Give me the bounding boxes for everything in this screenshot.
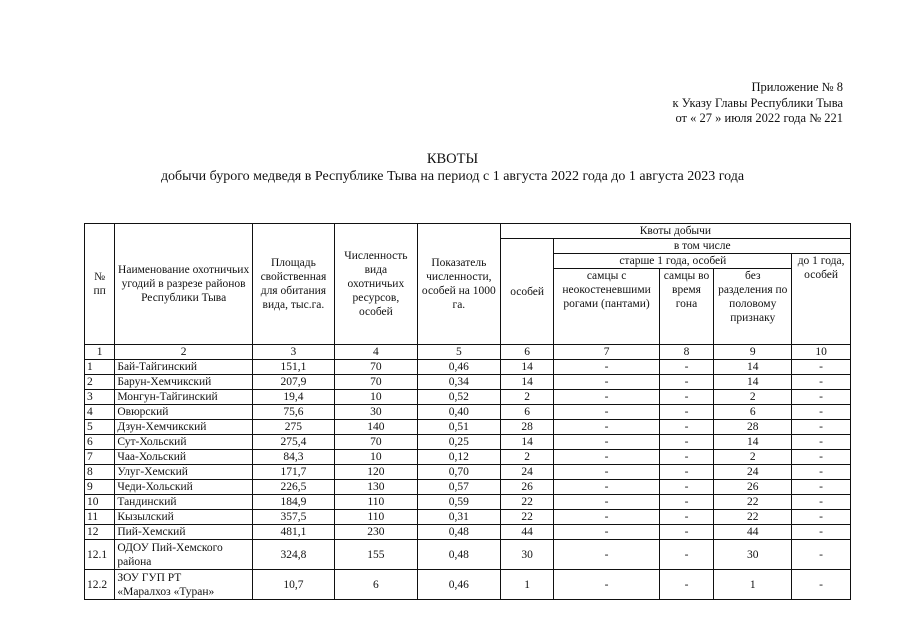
district-name: Сут-Хольский (115, 435, 253, 450)
quota-males-antlers: - (554, 390, 659, 405)
quota-males-antlers: - (554, 465, 659, 480)
header-quota-group: Квоты добычи (500, 224, 850, 239)
header-including: в том числе (554, 239, 851, 254)
quota-males-rut: - (659, 540, 714, 570)
quota-males-rut: - (659, 510, 714, 525)
row-number: 4 (85, 405, 115, 420)
quota-males-rut: - (659, 420, 714, 435)
quota-under1: - (792, 405, 851, 420)
quota-under1: - (792, 390, 851, 405)
quota-males-rut: - (659, 375, 714, 390)
district-name: Чеди-Хольский (115, 480, 253, 495)
density-value: 0,34 (417, 375, 500, 390)
quota-males-antlers: - (554, 405, 659, 420)
quota-no-sex: 28 (714, 420, 792, 435)
row-number: 12.2 (85, 570, 115, 600)
quota-total: 26 (500, 480, 554, 495)
quota-under1: - (792, 510, 851, 525)
header-name: Наименование охотничьих угодий в разрезе районов Республики Тыва (115, 224, 253, 345)
quota-total: 2 (500, 450, 554, 465)
column-number: 3 (252, 345, 334, 360)
header-no-sex: без разделения по половому признаку (714, 269, 792, 345)
district-name: Чаа-Хольский (115, 450, 253, 465)
district-name: Дзун-Хемчикский (115, 420, 253, 435)
population-value: 6 (334, 570, 417, 600)
row-number: 11 (85, 510, 115, 525)
quota-males-antlers: - (554, 435, 659, 450)
table-row (85, 435, 851, 450)
quota-total: 2 (500, 390, 554, 405)
quota-males-rut: - (659, 405, 714, 420)
quota-total: 6 (500, 405, 554, 420)
title-subtitle: добычи бурого медведя в Республике Тыва на период с 1 августа 2022 года до 1 августа 2023 года (160, 169, 745, 184)
column-number: 7 (554, 345, 659, 360)
population-value: 110 (334, 495, 417, 510)
quota-males-antlers: - (554, 450, 659, 465)
population-value: 10 (334, 450, 417, 465)
column-number: 2 (115, 345, 253, 360)
quota-males-antlers: - (554, 420, 659, 435)
quota-table (84, 223, 851, 600)
header-under1: до 1 года, особей (792, 254, 851, 345)
population-value: 155 (334, 540, 417, 570)
title-main: КВОТЫ (426, 151, 479, 167)
document-title (0, 150, 905, 186)
column-number: 4 (334, 345, 417, 360)
population-value: 70 (334, 435, 417, 450)
district-name-line: «Маралхоз «Туран» (117, 585, 215, 598)
density-value: 0,25 (417, 435, 500, 450)
area-value: 275,4 (252, 435, 334, 450)
population-value: 130 (334, 480, 417, 495)
quota-total: 28 (500, 420, 554, 435)
district-name: Тандинский (115, 495, 253, 510)
population-value: 30 (334, 405, 417, 420)
density-value: 0,48 (417, 540, 500, 570)
table-row (85, 540, 851, 570)
table-row (85, 510, 851, 525)
quota-no-sex: 22 (714, 495, 792, 510)
area-value: 481,1 (252, 525, 334, 540)
column-number: 10 (792, 345, 851, 360)
quota-males-rut: - (659, 435, 714, 450)
row-number: 5 (85, 420, 115, 435)
column-number: 9 (714, 345, 792, 360)
quota-males-antlers: - (554, 510, 659, 525)
area-value: 324,8 (252, 540, 334, 570)
quota-under1: - (792, 375, 851, 390)
table-row (85, 480, 851, 495)
column-number: 6 (500, 345, 554, 360)
row-number: 6 (85, 435, 115, 450)
district-name: Барун-Хемчикский (115, 375, 253, 390)
quota-no-sex: 26 (714, 480, 792, 495)
quota-males-antlers: - (554, 480, 659, 495)
row-number: 1 (85, 360, 115, 375)
quota-males-rut: - (659, 465, 714, 480)
district-name-line: ЗОУ ГУП РТ (117, 571, 182, 584)
row-number: 12.1 (85, 540, 115, 570)
density-value: 0,40 (417, 405, 500, 420)
quota-total: 24 (500, 465, 554, 480)
population-value: 120 (334, 465, 417, 480)
header-density: Показатель численности, особей на 1000 га. (417, 224, 500, 345)
area-value: 10,7 (252, 570, 334, 600)
density-value: 0,46 (417, 360, 500, 375)
population-value: 70 (334, 375, 417, 390)
quota-males-rut: - (659, 450, 714, 465)
area-value: 171,7 (252, 465, 334, 480)
density-value: 0,51 (417, 420, 500, 435)
column-number: 8 (659, 345, 714, 360)
row-number: 12 (85, 525, 115, 540)
quota-no-sex: 14 (714, 375, 792, 390)
quota-total: 14 (500, 435, 554, 450)
district-name: Овюрский (115, 405, 253, 420)
density-value: 0,12 (417, 450, 500, 465)
quota-no-sex: 14 (714, 435, 792, 450)
quota-males-rut: - (659, 480, 714, 495)
appendix-line-2: к Указу Главы Республики Тыва (672, 95, 843, 110)
district-name: Кызылский (115, 510, 253, 525)
density-value: 0,57 (417, 480, 500, 495)
table-row (85, 465, 851, 480)
row-number: 7 (85, 450, 115, 465)
quota-no-sex: 2 (714, 390, 792, 405)
header-area: Площадь свойственная для обитания вида, тыс.га. (252, 224, 334, 345)
quota-total: 14 (500, 375, 554, 390)
row-number: 10 (85, 495, 115, 510)
header-older: старше 1 года, особей (554, 254, 792, 269)
column-number: 5 (417, 345, 500, 360)
header-males-rut: самцы во время гона (659, 269, 714, 345)
row-number: 2 (85, 375, 115, 390)
area-value: 357,5 (252, 510, 334, 525)
density-value: 0,46 (417, 570, 500, 600)
quota-males-antlers: - (554, 360, 659, 375)
row-number: 9 (85, 480, 115, 495)
population-value: 140 (334, 420, 417, 435)
quota-no-sex: 30 (714, 540, 792, 570)
area-value: 184,9 (252, 495, 334, 510)
table-row (85, 390, 851, 405)
area-value: 207,9 (252, 375, 334, 390)
quota-males-rut: - (659, 360, 714, 375)
table-row (85, 525, 851, 540)
quota-under1: - (792, 450, 851, 465)
table-row (85, 405, 851, 420)
quota-no-sex: 44 (714, 525, 792, 540)
density-value: 0,31 (417, 510, 500, 525)
appendix-block (673, 80, 843, 127)
quota-males-rut: - (659, 570, 714, 600)
table-row (85, 420, 851, 435)
quota-total: 1 (500, 570, 554, 600)
quota-under1: - (792, 465, 851, 480)
population-value: 70 (334, 360, 417, 375)
density-value: 0,70 (417, 465, 500, 480)
district-name: Улуг-Хемский (115, 465, 253, 480)
quota-males-antlers: - (554, 525, 659, 540)
quota-no-sex: 2 (714, 450, 792, 465)
area-value: 151,1 (252, 360, 334, 375)
district-name-line: ОДОУ Пий-Хемского (117, 541, 223, 554)
quota-no-sex: 22 (714, 510, 792, 525)
population-value: 230 (334, 525, 417, 540)
quota-total: 14 (500, 360, 554, 375)
quota-no-sex: 1 (714, 570, 792, 600)
appendix-line-1: Приложение № 8 (751, 80, 843, 94)
quota-under1: - (792, 435, 851, 450)
quota-males-antlers: - (554, 540, 659, 570)
district-name (115, 570, 253, 600)
area-value: 75,6 (252, 405, 334, 420)
district-name-line: района (117, 555, 152, 568)
quota-under1: - (792, 570, 851, 600)
district-name: Бай-Тайгинский (115, 360, 253, 375)
quota-under1: - (792, 525, 851, 540)
table-row (85, 360, 851, 375)
table-row (85, 570, 851, 600)
quota-under1: - (792, 360, 851, 375)
density-value: 0,59 (417, 495, 500, 510)
density-value: 0,52 (417, 390, 500, 405)
quota-males-rut: - (659, 525, 714, 540)
row-number: 8 (85, 465, 115, 480)
population-value: 110 (334, 510, 417, 525)
area-value: 275 (252, 420, 334, 435)
table-row (85, 450, 851, 465)
quota-males-rut: - (659, 390, 714, 405)
header-males-antlers: самцы с неокостеневшими рогами (пантами) (554, 269, 659, 345)
quota-total: 44 (500, 525, 554, 540)
quota-under1: - (792, 495, 851, 510)
area-value: 19,4 (252, 390, 334, 405)
quota-under1: - (792, 420, 851, 435)
row-number: 3 (85, 390, 115, 405)
quota-males-antlers: - (554, 375, 659, 390)
quota-total: 22 (500, 510, 554, 525)
quota-total: 30 (500, 540, 554, 570)
quota-total: 22 (500, 495, 554, 510)
header-num: № пп (85, 224, 115, 345)
table-row (85, 495, 851, 510)
header-total: особей (500, 239, 554, 345)
area-value: 226,5 (252, 480, 334, 495)
quota-no-sex: 14 (714, 360, 792, 375)
quota-no-sex: 6 (714, 405, 792, 420)
quota-under1: - (792, 480, 851, 495)
header-population: Численность вида охотничьих ресурсов, особей (334, 224, 417, 345)
quota-under1: - (792, 540, 851, 570)
table-row (85, 375, 851, 390)
population-value: 10 (334, 390, 417, 405)
quota-males-antlers: - (554, 570, 659, 600)
column-number-row (85, 345, 851, 360)
district-name: Монгун-Тайгинский (115, 390, 253, 405)
quota-no-sex: 24 (714, 465, 792, 480)
area-value: 84,3 (252, 450, 334, 465)
density-value: 0,48 (417, 525, 500, 540)
appendix-line-3: от « 27 » июля 2022 года № 221 (675, 111, 843, 125)
district-name: Пий-Хемский (115, 525, 253, 540)
quota-males-antlers: - (554, 495, 659, 510)
column-number: 1 (85, 345, 115, 360)
quota-males-rut: - (659, 495, 714, 510)
district-name (115, 540, 253, 570)
